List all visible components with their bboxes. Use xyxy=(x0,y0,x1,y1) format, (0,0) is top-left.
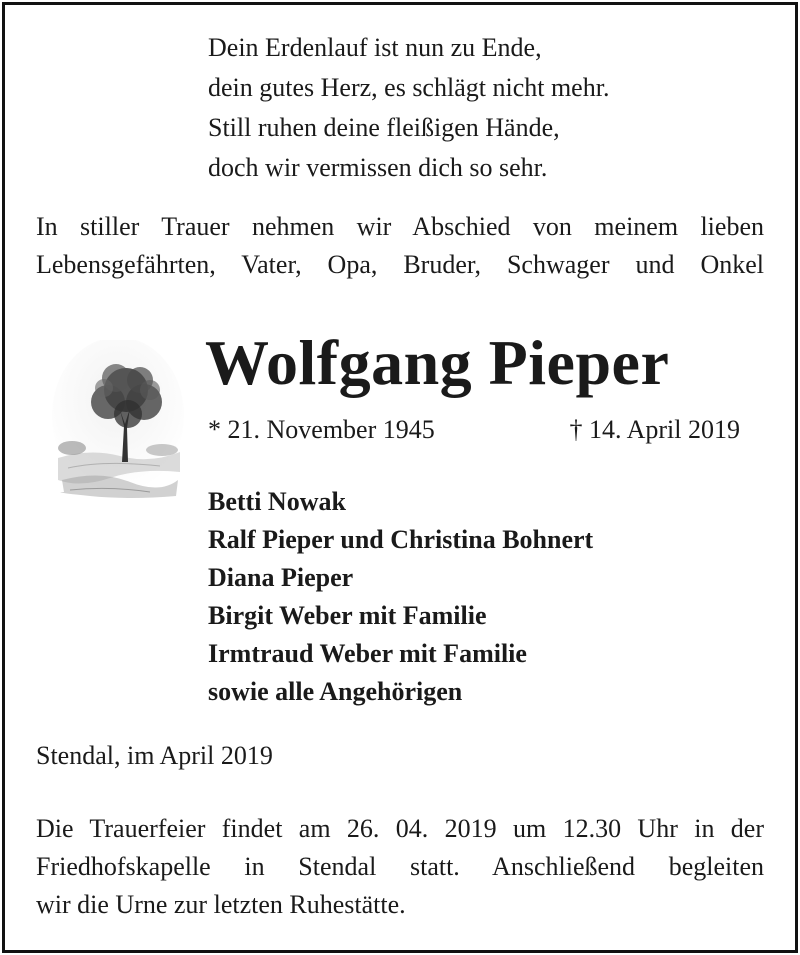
mourners-list xyxy=(208,483,593,711)
funeral-line: wir die Urne zur letzten Ruhestätte. xyxy=(36,890,406,919)
mourner-name: Irmtraud Weber mit Familie xyxy=(208,639,527,668)
death-date: † 14. April 2019 xyxy=(569,415,740,444)
poem-line: Dein Erdenlauf ist nun zu Ende, xyxy=(208,33,542,62)
birth-date: * 21. November 1945 xyxy=(208,415,435,444)
intro-line: Lebensgefährten, Vater, Opa, Bruder, Schwager und Onkel xyxy=(36,250,764,279)
mourner-name: Birgit Weber mit Familie xyxy=(208,601,487,630)
deceased-name: Wolfgang Pieper xyxy=(205,327,670,398)
tree-landscape-illustration xyxy=(50,340,185,505)
mourner-name: Ralf Pieper und Christina Bohnert xyxy=(208,525,594,554)
intro-line: In stiller Trauer nehmen wir Abschied von meinem lieben xyxy=(36,212,764,241)
poem-line: Still ruhen deine fleißigen Hände, xyxy=(208,113,560,142)
mourner-name: Betti Nowak xyxy=(208,487,346,516)
funeral-line: Die Trauerfeier findet am 26. 04. 2019 um 12.30 Uhr in der xyxy=(36,814,764,843)
poem xyxy=(208,28,609,188)
intro-text xyxy=(36,208,764,284)
funeral-line: Friedhofskapelle in Stendal statt. Anschließend begleiten xyxy=(36,852,764,881)
mourner-name: sowie alle Angehörigen xyxy=(208,677,463,706)
place-date: Stendal, im April 2019 xyxy=(36,741,273,770)
funeral-info xyxy=(36,810,764,924)
mourner-name: Diana Pieper xyxy=(208,563,354,592)
poem-line: doch wir vermissen dich so sehr. xyxy=(208,153,548,182)
poem-line: dein gutes Herz, es schlägt nicht mehr. xyxy=(208,73,610,102)
